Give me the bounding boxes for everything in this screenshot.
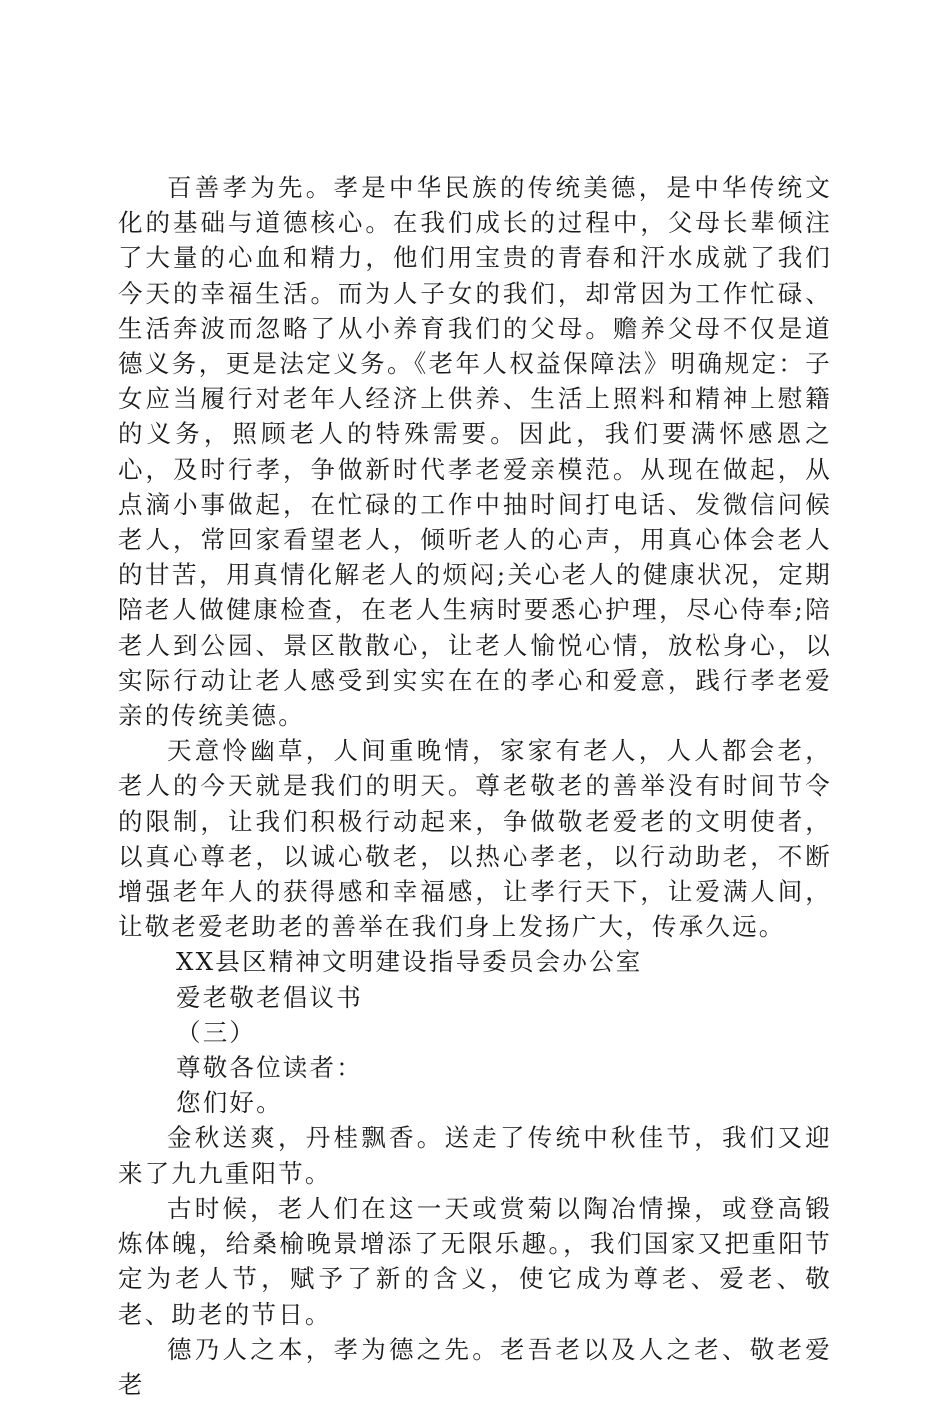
salutation: 尊敬各位读者：: [176, 1053, 363, 1083]
section-number: （三）: [176, 1017, 257, 1047]
paragraph-filial-piety: 百善孝为先。孝是中华民族的传统美德，是中华传统文化的基础与道德核心。在我们成长的过程中，父母长辈倾注了大量的心血和精力，他们用宝贵的青春和汗水成就了我们今天的幸福生活。而为人子女的我们，却常因为工作忙碌、生活奔波而忽略了从小养育我们的父母。赡养父母不仅是道德义务，更是法定义务。《老年人权益保障法》明确规定：子女应当履行对老年人经济上供养、生活上照料和精神上慰籍的义务，照顾老人的特殊需要。因此，我们要满怀感恩之心，及时行孝，争做新时代孝老爱亲模范。从现在做起，从点滴小事做起，在忙碌的工作中抽时间打电话、发微信问候老人，常回家看望老人，倾听老人的心声，用真心体会老人的甘苦，用真情化解老人的烦闷;关心老人的健康状况，定期陪老人做健康检查，在老人生病时要悉心护理，尽心侍奉;陪老人到公园、景区散散心，让老人愉悦心情，放松身心，以实际行动让老人感受到实实在在的孝心和爱意，践行孝老爱亲的传统美德。: [118, 173, 832, 731]
paragraph-chongyang: 金秋送爽，丹桂飘香。送走了传统中秋佳节，我们又迎来了九九重阳节。: [118, 1123, 832, 1188]
paragraph-virtue: 德乃人之本，孝为德之先。老吾老以及人之老、敬老爱老: [118, 1334, 832, 1399]
paragraph-ancient-times: 古时候，老人们在这一天或赏菊以陶冶情操，或登高锻炼体魄，给桑榆晚景增添了无限乐趣。，我们国家又把重阳节定为老人节，赋予了新的含义，使它成为尊老、爱老、敬老、助老的节日。: [118, 1193, 832, 1329]
greeting: 您们好。: [176, 1088, 283, 1118]
paragraph-respect-elders: 天意怜幽草，人间重晚情，家家有老人，人人都会老，老人的今天就是我们的明天。尊老敬老的善举没有时间节令的限制，让我们积极行动起来，争做敬老爱老的文明使者，以真心尊老，以诚心敬老，以热心孝老，以行动助老，不断增强老年人的获得感和幸福感，让孝行天下，让爱满人间，让敬老爱老助老的善举在我们身上发扬广大，传承久远。: [118, 736, 832, 942]
document-title: 爱老敬老倡议书: [176, 982, 363, 1012]
signature-line: XX县区精神文明建设指导委员会办公室: [176, 947, 643, 977]
document-body: [118, 170, 832, 1402]
